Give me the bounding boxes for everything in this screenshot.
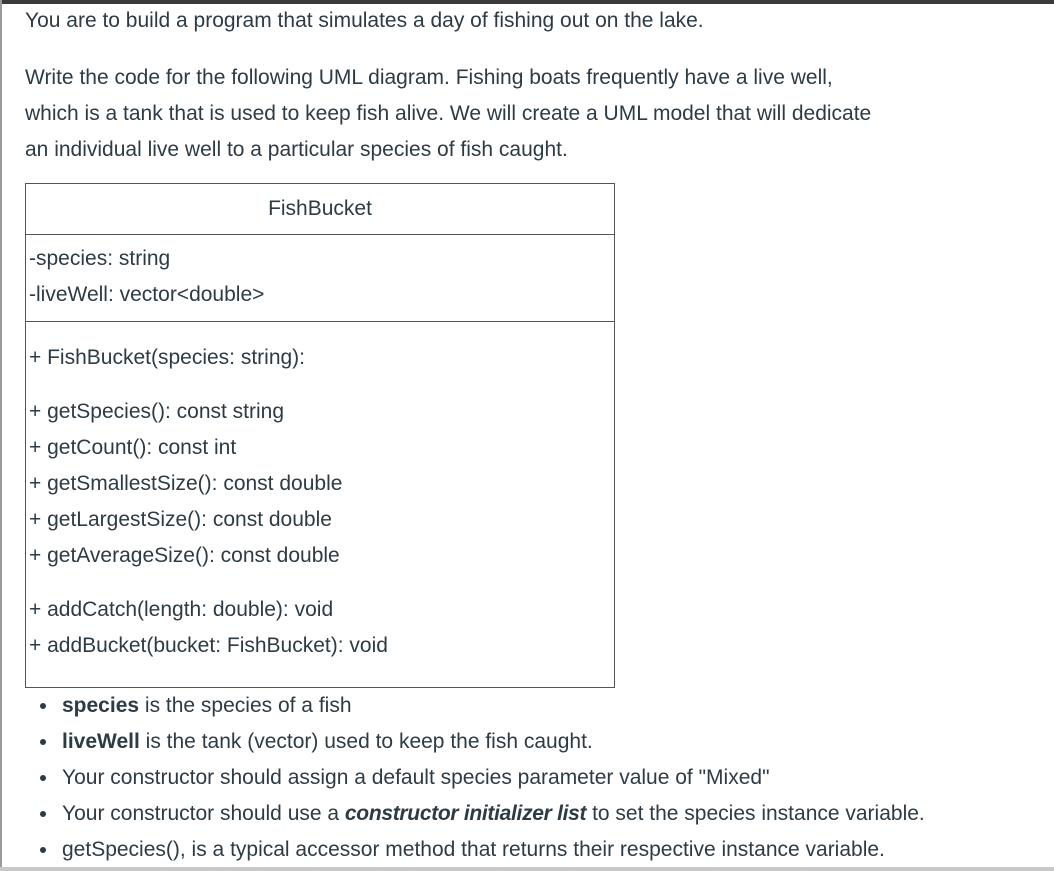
uml-operation: + addBucket(bucket: FishBucket): void xyxy=(29,634,388,657)
uml-attribute: -liveWell: vector<double> xyxy=(29,283,265,306)
term-species: species xyxy=(62,694,140,717)
list-item-text: Your constructor should assign a default species parameter value of "Mixed" xyxy=(62,766,770,789)
uml-operation: + getSmallestSize(): const double xyxy=(29,472,343,495)
list-item xyxy=(38,832,925,868)
uml-class-diagram xyxy=(25,183,615,688)
uml-attribute: -species: string xyxy=(29,247,171,270)
intro-sentence: You are to build a program that simulates a day of fishing out on the lake. xyxy=(25,9,704,32)
list-item-text: getSpecies(), is a typical accessor method that returns their respective instance variable. xyxy=(62,838,885,861)
intro-paragraph-line: Write the code for the following UML diagram. Fishing boats frequently have a live well, xyxy=(25,66,833,89)
list-item xyxy=(38,724,925,760)
list-item xyxy=(38,688,925,724)
uml-operations xyxy=(26,322,614,664)
list-item-text: is the species of a fish xyxy=(139,694,352,717)
bullet-dot-icon xyxy=(40,811,46,817)
intro-paragraph xyxy=(25,60,1025,168)
bullet-dot-icon xyxy=(40,847,46,853)
intro-paragraph-line: an individual live well to a particular species of fish caught. xyxy=(25,138,568,161)
term-initializer-list: constructor initializer list xyxy=(344,802,587,825)
requirements-list xyxy=(38,688,925,868)
left-border xyxy=(0,0,2,871)
uml-operation: + addCatch(length: double): void xyxy=(29,598,334,621)
uml-constructor: + FishBucket(species: string): xyxy=(29,346,306,369)
bullet-dot-icon xyxy=(40,703,46,709)
bullet-dot-icon xyxy=(40,739,46,745)
bullet-dot-icon xyxy=(40,775,46,781)
uml-operation-gap xyxy=(29,376,614,394)
intro-paragraph-line: which is a tank that is used to keep fish alive. We will create a UML model that will dedicate xyxy=(25,102,872,125)
top-border xyxy=(0,0,1054,4)
uml-attributes xyxy=(26,235,614,322)
uml-class-name: FishBucket xyxy=(26,184,614,235)
uml-operation: + getCount(): const int xyxy=(29,436,237,459)
list-item-text: to set the species instance variable. xyxy=(586,802,925,825)
list-item-text: is the tank (vector) used to keep the fish caught. xyxy=(139,730,593,753)
uml-operation: + getSpecies(): const string xyxy=(29,400,285,423)
list-item xyxy=(38,760,925,796)
uml-operation: + getAverageSize(): const double xyxy=(29,544,340,567)
uml-operation-gap xyxy=(29,574,614,592)
uml-operation: + getLargestSize(): const double xyxy=(29,508,332,531)
list-item-text: Your constructor should use a xyxy=(62,802,345,825)
term-livewell: liveWell xyxy=(62,730,140,753)
list-item xyxy=(38,796,925,832)
